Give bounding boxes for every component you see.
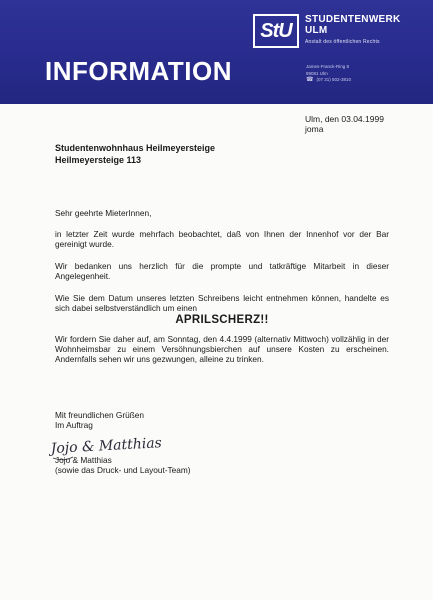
closing-on-behalf: Im Auftrag xyxy=(55,420,93,430)
author-code: joma xyxy=(305,124,324,134)
studentenwerk-logo xyxy=(253,14,299,48)
paragraph-4: Wir fordern Sie daher auf, am Sonntag, den 4.4.1999 (alternativ Mittwoch) vollzählig in der Wohnheimsbar zu einem Versöhnungsbierchen auf unsere Kosten zu erscheinen. Andernfalls sehen wir uns gezwungen, alleine zu trinken. xyxy=(55,334,389,364)
address-street: James-Franck-Ring 8 xyxy=(306,64,350,69)
salutation: Sehr geehrte MieterInnen, xyxy=(55,208,152,218)
closing xyxy=(55,410,144,430)
closing-greeting: Mit freundlichen Grüßen xyxy=(55,410,145,420)
paragraph-2: Wir bedanken uns herzlich für die prompte und tatkräftige Mitarbeit in dieser Angelegenheit. xyxy=(55,261,389,281)
signer-names: Jojo & Matthias xyxy=(55,455,112,465)
organization-subtitle: Anstalt des öffentlichen Rechts xyxy=(305,39,380,45)
signature-text: Jojo & Matthias xyxy=(50,436,163,457)
date-block xyxy=(305,114,384,134)
organization-name xyxy=(305,14,401,36)
letter-body xyxy=(55,208,389,364)
phone-line xyxy=(306,77,351,84)
addressee-line1: Studentenwohnhaus Heilmeyersteige xyxy=(55,143,216,153)
organization-address xyxy=(306,64,351,84)
paragraph-1: in letzter Zeit wurde mehrfach beobachtet, daß von Ihnen der Innenhof vor der Bar gereinigt wurde. xyxy=(55,229,389,249)
logo-text: StU xyxy=(260,19,292,42)
place-date: Ulm, den 03.04.1999 xyxy=(305,114,384,124)
phone-icon: ☎ xyxy=(306,77,314,83)
paragraph-3: Wie Sie dem Datum unseres letzten Schreibens leicht entnehmen können, handelte es sich dabei selbstverständlich um einen xyxy=(55,293,389,313)
aprilscherz-emphasis: APRILSCHERZ!! xyxy=(175,314,269,326)
signer-block xyxy=(55,455,191,475)
letterhead-banner xyxy=(0,0,433,104)
organization-name-line1: STUDENTENWERK xyxy=(305,14,401,25)
signer-note: (sowie das Druck- und Layout-Team) xyxy=(55,465,191,475)
address-city: 89081 Ulm xyxy=(306,70,328,76)
addressee xyxy=(55,142,215,166)
organization-name-line2: ULM xyxy=(305,25,328,36)
addressee-line2: Heilmeyersteige 113 xyxy=(55,155,142,165)
phone-number: (07 31) 502-3810 xyxy=(316,77,352,82)
letterhead-title: INFORMATION xyxy=(45,56,232,86)
